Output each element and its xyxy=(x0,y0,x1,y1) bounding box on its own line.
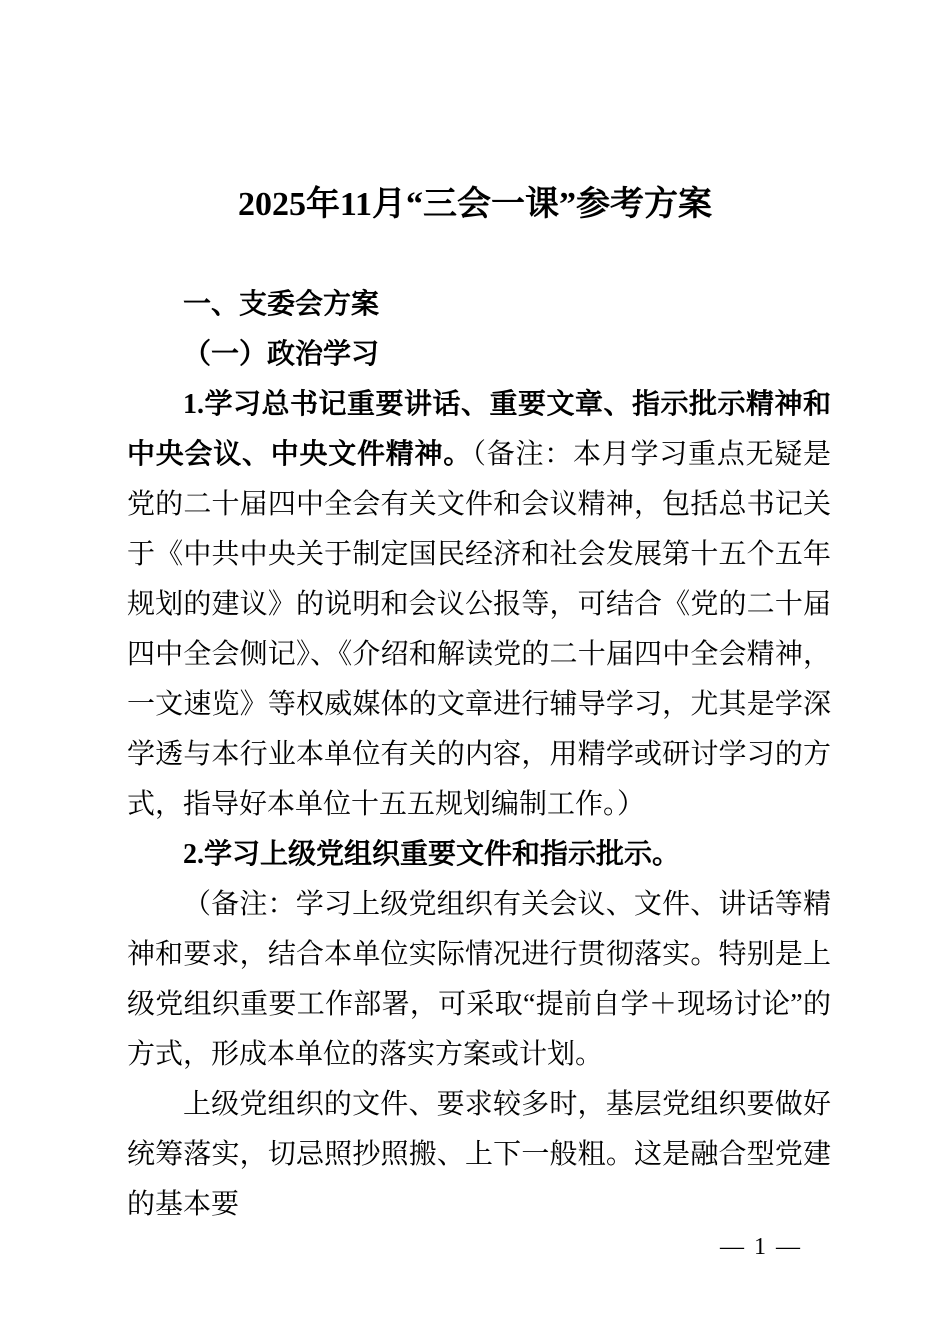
document-title: 2025年11月“三会一课”参考方案 xyxy=(237,186,713,223)
item-1-note: （备注：本月学习重点无疑是党的二十届四中全会有关文件和会议精神，包括总书记关于《中共中央关于制定国民经济和社会发展第十五个五年规划的建议》的说明和会议公报等，可结合《党的二十届四中全会侧记》、《介绍和解读党的二十届四中全会精神，一文速览》等权威媒体的文章进行辅导学习，尤其是学深学透与本行业本单位有关的内容，用精学或研讨学习的方式，指导好本单位十五五规划编制工作。） xyxy=(127,439,831,820)
page-number: — 1 — xyxy=(720,1234,802,1260)
item-2-note: （备注：学习上级党组织有关会议、文件、讲话等精神和要求，结合本单位实际情况进行贯彻落实。特别是上级党组织重要工作部署，可采取“提前自学＋现场讨论”的方式，形成本单位的落实方案或计划。 xyxy=(127,889,831,1070)
subsection-heading: （一）政治学习 xyxy=(183,339,380,370)
item-2-lead: 2.学习上级党组织重要文件和指示批示。 xyxy=(183,839,681,870)
document-body xyxy=(127,280,831,1230)
paragraph: 上级党组织的文件、要求较多时，基层党组织要做好统筹落实，切忌照抄照搬、上下一般粗。这是融合型党建的基本要 xyxy=(127,1089,831,1220)
item-1 xyxy=(127,380,831,830)
section-heading: 一、支委会方案 xyxy=(183,289,380,320)
item-1-lead: 1.学习总书记重要讲话、重要文章、指示批示精神和中央会议、中央文件精神。 xyxy=(127,389,831,470)
